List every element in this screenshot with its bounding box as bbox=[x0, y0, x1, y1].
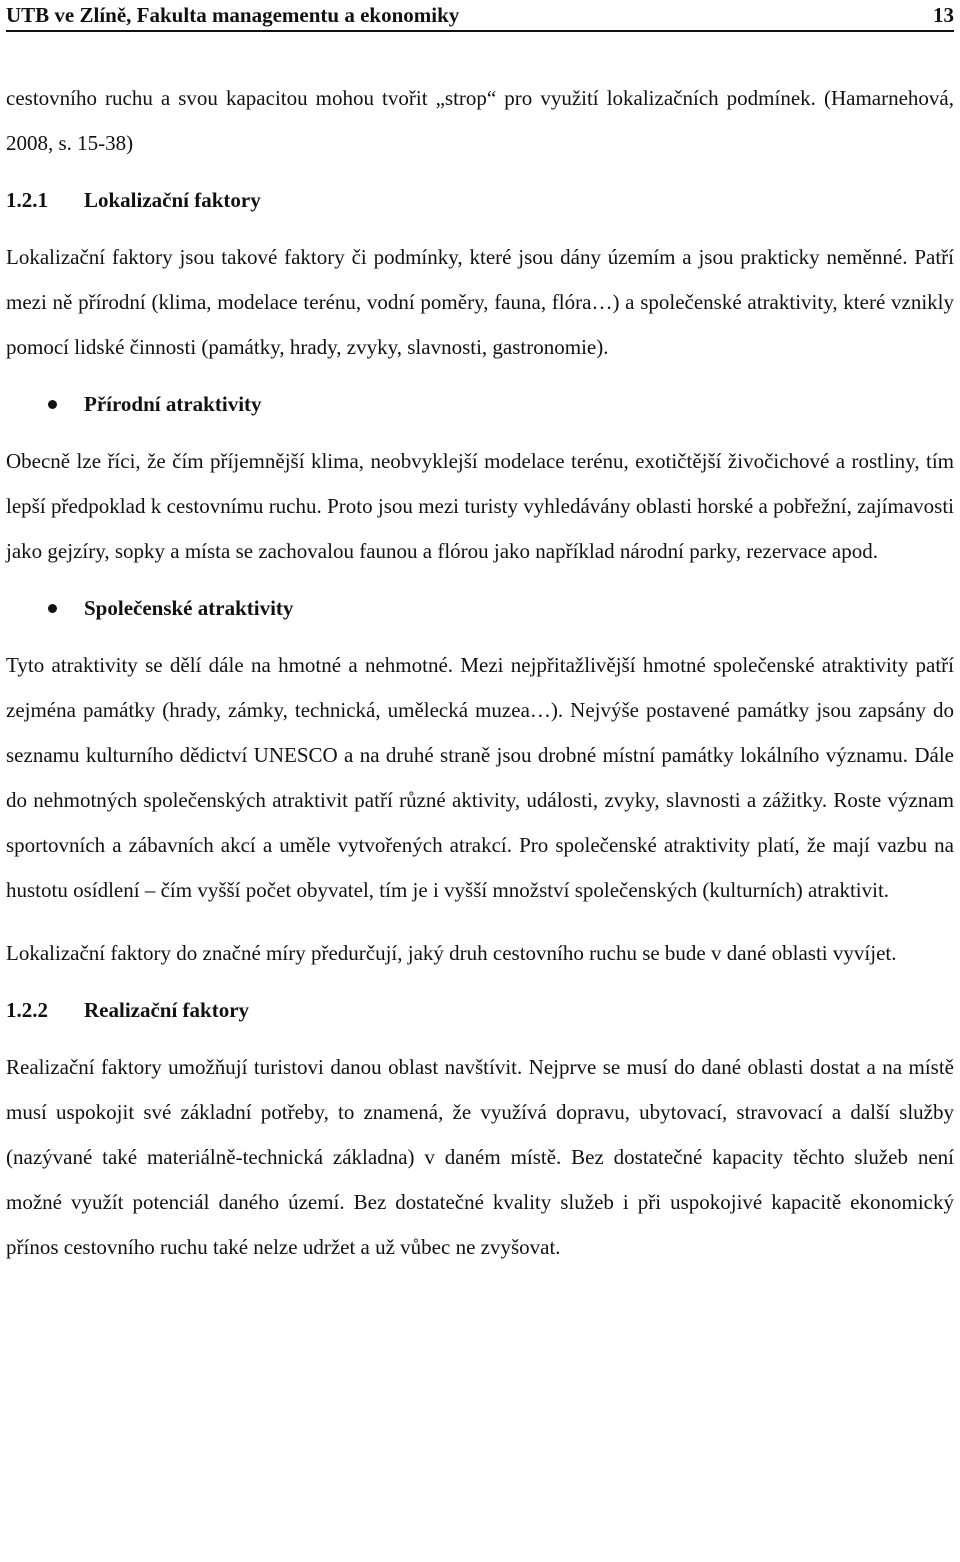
bullet-prirodni bbox=[6, 382, 954, 427]
paragraph-spolecenske: Tyto atraktivity se dělí dále na hmotné a nehmotné. Mezi nejpřitažlivější hmotné společenské atraktivity patří zejména památky (hrady, zámky, technická, umělecká muzea…). Nejvýše postavené památky jsou zapsány do seznamu kulturního dědictví UNESCO a na druhé straně jsou drobné místní památky lokálního významu. Dále do nehmotných společenských atraktivit patří různé aktivity, události, zvyky, slavnosti a zážitky. Roste význam sportovních a zábavních akcí a uměle vytvořených atrakcí. Pro společenské atraktivity platí, že mají vazbu na hustotu osídlení – čím vyšší počet obyvatel, tím je i vyšší množství společenských (kulturních) atraktivit. bbox=[6, 653, 954, 902]
bullet-icon bbox=[48, 604, 57, 613]
bullet-spolecenske bbox=[6, 586, 954, 631]
section-number: 1.2.1 bbox=[6, 188, 48, 212]
page-header bbox=[6, 0, 954, 32]
header-title: UTB ve Zlíně, Fakulta managementu a ekonomiky bbox=[6, 3, 460, 27]
section-title: Lokalizační faktory bbox=[84, 188, 261, 212]
paragraph-intro: cestovního ruchu a svou kapacitou mohou tvořit „strop“ pro využití lokalizačních podmínek. (Hamarnehová, 2008, s. 15-38) bbox=[6, 86, 954, 155]
section-heading-lokalizacni bbox=[6, 178, 954, 223]
paragraph-lokalizacni: Lokalizační faktory jsou takové faktory či podmínky, které jsou dány územím a jsou prakticky neměnné. Patří mezi ně přírodní (klima, modelace terénu, vodní poměry, fauna, flóra…) a společenské atraktivity, které vznikly pomocí lidské činnosti (památky, hrady, zvyky, slavnosti, gastronomie). bbox=[6, 245, 954, 359]
section-title: Realizační faktory bbox=[84, 998, 250, 1022]
paragraph-lokalizacni-summary: Lokalizační faktory do značné míry předurčují, jaký druh cestovního ruchu se bude v dané oblasti vyvíjet. bbox=[6, 941, 897, 965]
paragraph-realizacni: Realizační faktory umožňují turistovi danou oblast navštívit. Nejprve se musí do dané oblasti dostat a na místě musí uspokojit své základní potřeby, to znamená, že využívá dopravu, ubytovací, stravovací a další služby (nazývané také materiálně-technická základna) v daném místě. Bez dostatečné kapacity těchto služeb není možné využít potenciál daného území. Bez dostatečné kvality služeb i při uspokojivé kapacitě ekonomický přínos cestovního ruchu také nelze udržet a už vůbec ne zvyšovat. bbox=[6, 1055, 954, 1259]
section-number: 1.2.2 bbox=[6, 998, 48, 1022]
paragraph-prirodni: Obecně lze říci, že čím příjemnější klima, neobvyklejší modelace terénu, exotičtější živočichové a rostliny, tím lepší předpoklad k cestovnímu ruchu. Proto jsou mezi turisty vyhledávány oblasti horské a pobřežní, zajímavosti jako gejzíry, sopky a místa se zachovalou faunou a flórou jako například národní parky, rezervace apod. bbox=[6, 449, 954, 563]
bullet-label: Přírodní atraktivity bbox=[84, 392, 262, 416]
document-body bbox=[6, 76, 954, 1270]
bullet-label: Společenské atraktivity bbox=[84, 596, 294, 620]
section-heading-realizacni bbox=[6, 988, 954, 1033]
bullet-icon bbox=[48, 400, 57, 409]
page-number: 13 bbox=[933, 3, 954, 27]
